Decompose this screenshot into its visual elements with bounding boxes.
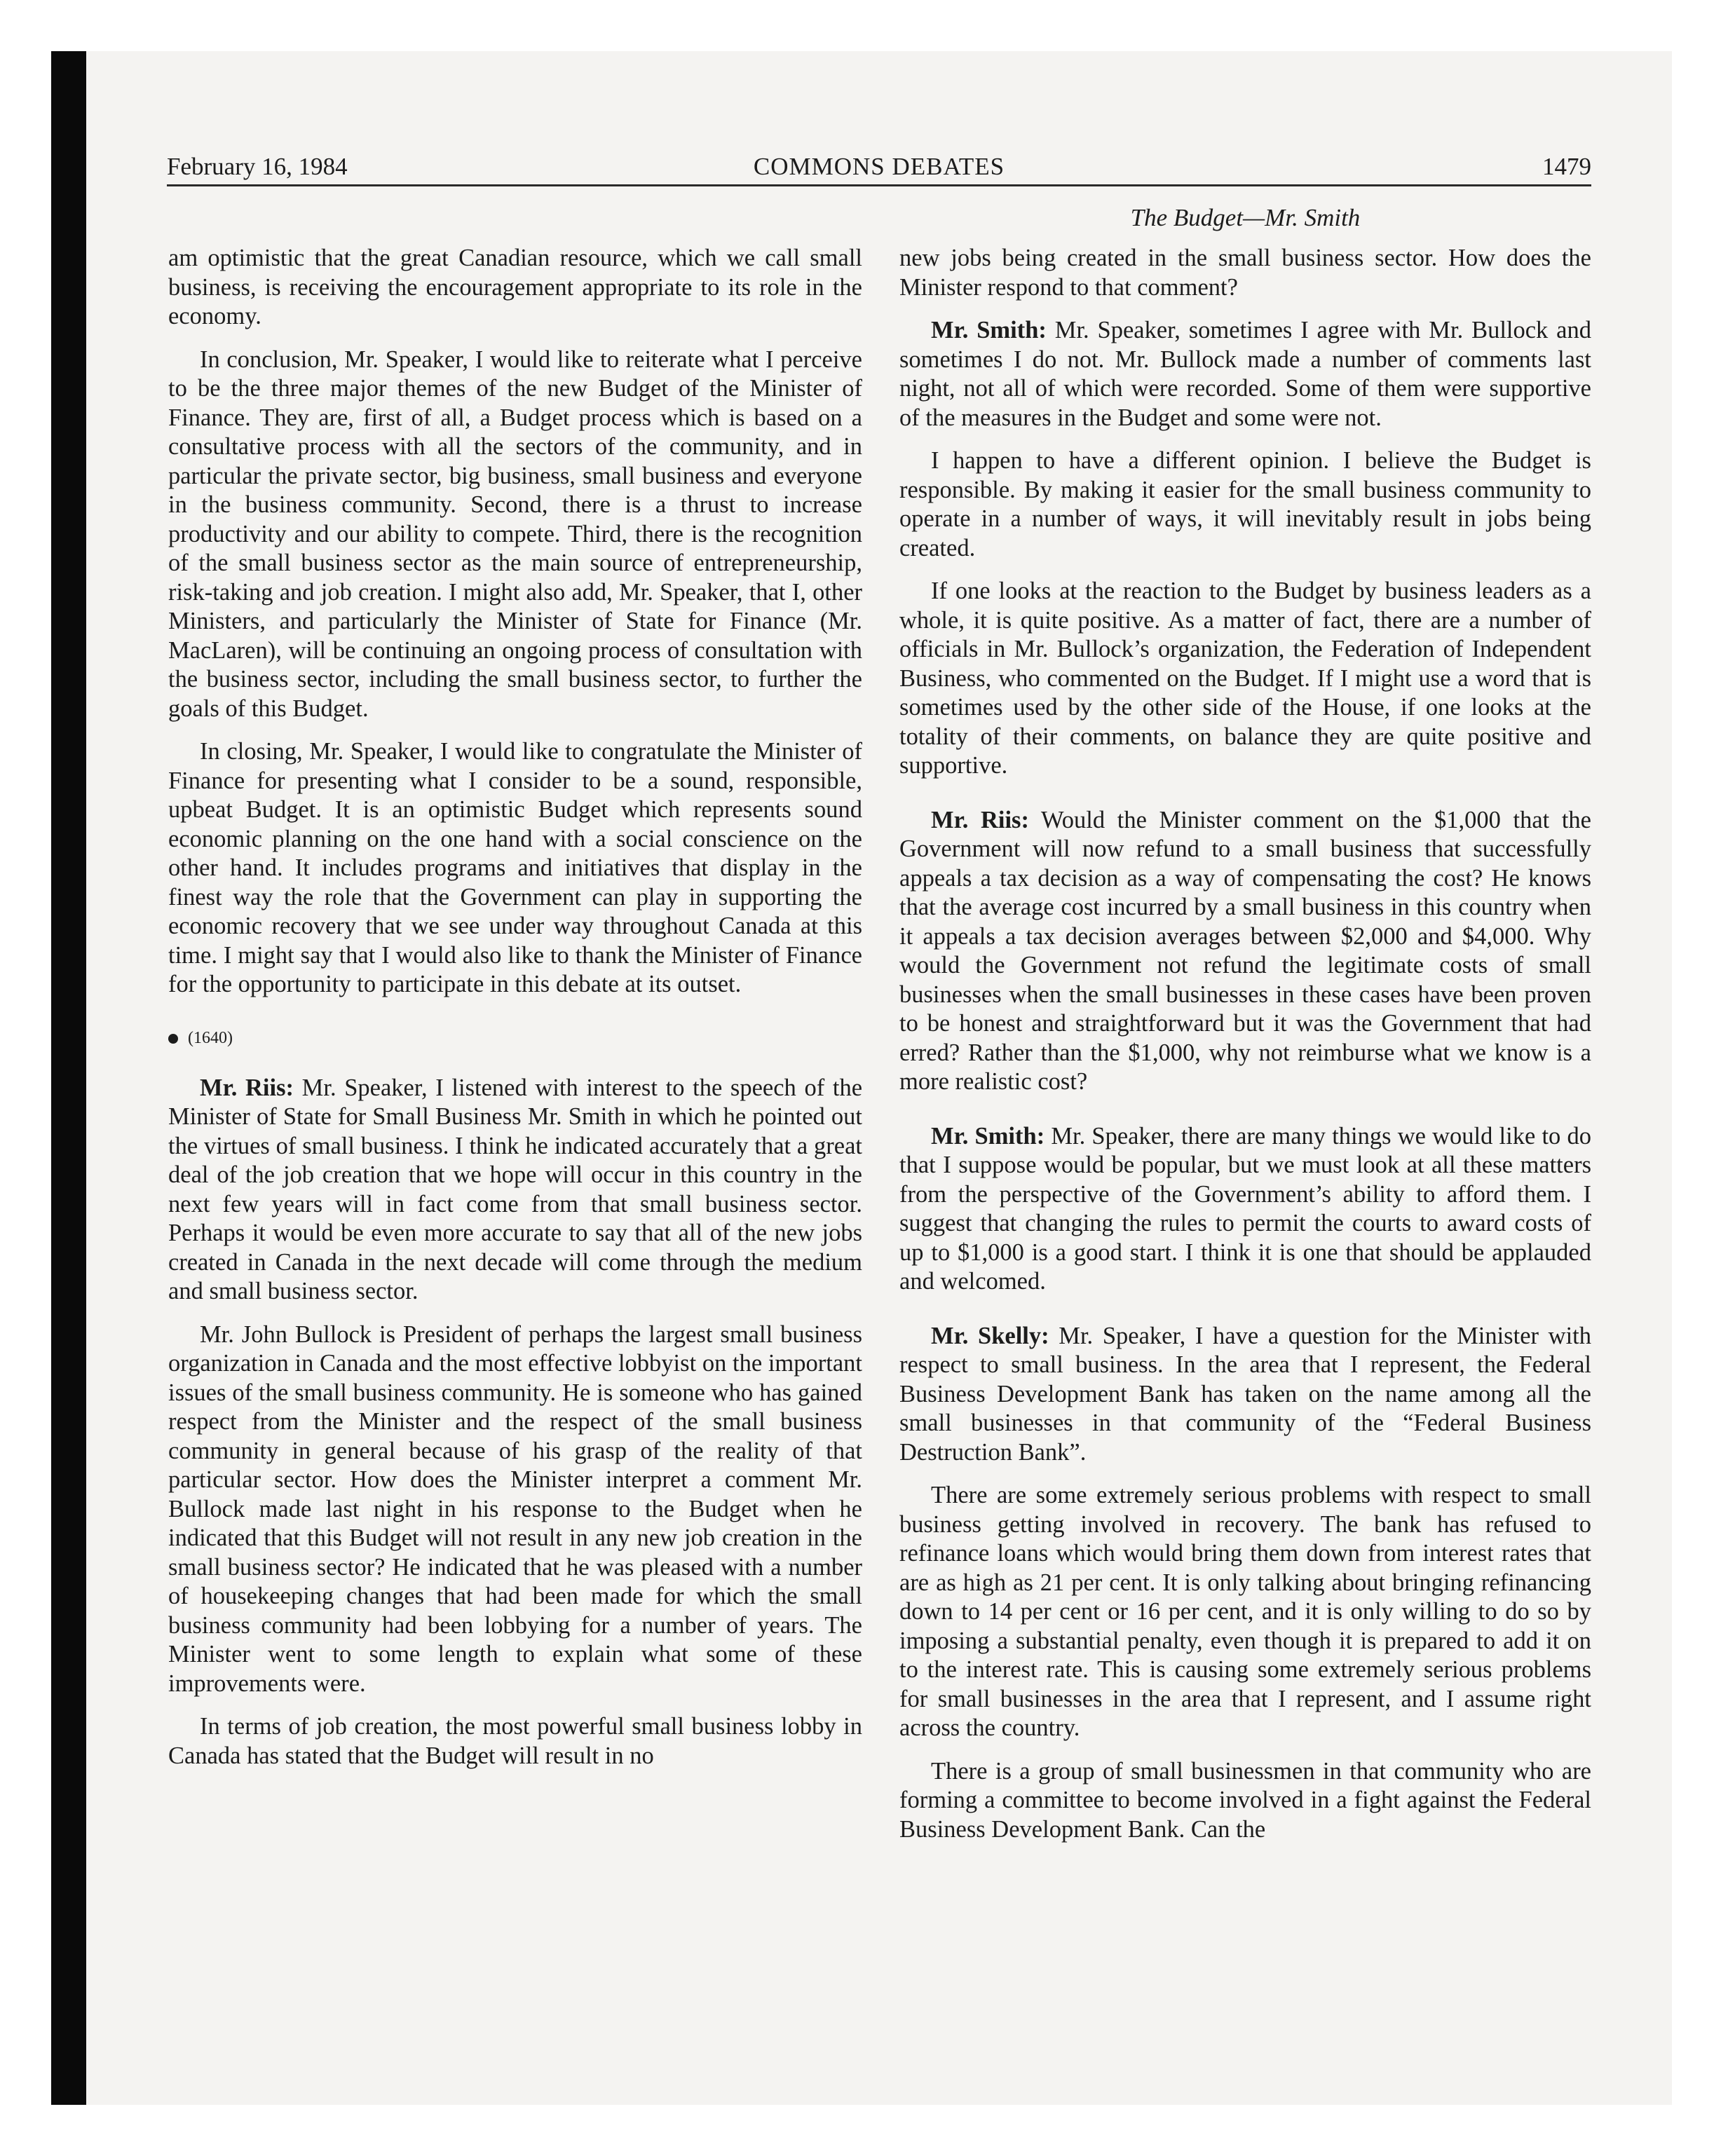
speech-text: Would the Minister comment on the $1,000 that the Government will now refund to a small business that successfully appeals a tax decision as a way of compensating the cost? He knows that the average cost incurred by a small business in this country when it appeals a tax decision averages between $2,000 and $4,000. Why would the Government not refund the legitimate costs of small businesses when the small businesses in these cases have been proven to be honest and straightforward but it was the Government that had erred? Rather than the $1,000, why not reimburse what we know is a more realistic cost? <box>899 806 1591 1095</box>
paragraph: In closing, Mr. Speaker, I would like to congratulate the Minister of Finance for presenting what I consider to be a sound, responsible, upbeat Budget. It is an optimistic Budget which represents sound economic planning on the one hand with a social conscience on the other hand. It includes programs and initiatives that display in the finest way the role that the Government can play in supporting the economic recovery that we see under way throughout Canada at this time. I might say that I would also like to thank the Minister of Finance for the opportunity to participate in this debate at its outset. <box>168 738 862 997</box>
speaker-name: Mr. Smith: <box>931 317 1047 343</box>
speech-paragraph <box>899 1122 1591 1297</box>
paragraph: In conclusion, Mr. Speaker, I would like to reiterate what I perceive to be the three major themes of the new Budget of the Minister of Finance. They are, first of all, a Budget process which is based on a consultative process with all the sectors of the community, and in particular the private sector, big business, small business and everyone in the business community. Second, there is a thrust to increase productivity and our ability to compete. Third, there is the recognition of the small business sector as the main source of entrepreneurship, risk-taking and job creation. I might also add, Mr. Speaker, that I, other Ministers, and particularly the Minister of State for Finance (Mr. MacLaren), will be continuing an ongoing process of consultation with the business sector, including the small business sector, to further the goals of this Budget. <box>168 346 862 722</box>
paragraph: If one looks at the reaction to the Budget by business leaders as a whole, it is quite positive. As a matter of fact, there are a number of officials in Mr. Bullock’s organization, the Federation of Independent Business, who commented on the Budget. If I might use a word that is sometimes used by the other side of the House, if one looks at the totality of their comments, on balance they are quite positive and supportive. <box>899 578 1591 779</box>
paragraph: am optimistic that the great Canadian resource, which we call small business, is receiving the encouragement appropriate to its role in the economy. <box>168 245 862 329</box>
speech-text: Mr. Speaker, there are many things we would like to do that I suppose would be popular, but we must look at all these matters from the perspective of the Government’s ability to afford them. I suggest that changing the rules to permit the courts to award costs of up to $1,000 is a good start. I think it is one that should be applauded and welcomed. <box>899 1122 1591 1295</box>
header-date: February 16, 1984 <box>167 153 348 180</box>
speaker-name: Mr. Riis: <box>200 1074 294 1101</box>
speech-paragraph <box>899 1322 1591 1468</box>
speech-paragraph <box>899 316 1591 432</box>
timestamp: (1640) <box>188 1028 233 1047</box>
speech-text: Mr. Speaker, I have a question for the Minister with respect to small business. In the area that I represent, the Federal Business Development Bank has taken on the name among all the small businesses in that community of the “Federal Business Destruction Bank”. <box>899 1322 1591 1466</box>
paragraph: Mr. John Bullock is President of perhaps the largest small business organization in Canada and the most effective lobbyist on the important issues of the small business community. He is someone who has gained respect from the Minister and the respect of the small business community in general because of his grasp of the reality of that particular sector. How does the Minister interpret a comment Mr. Bullock made last night in his response to the Budget when he indicated that this Budget will not result in any new job creation in the small business sector? He indicated that he was pleased with a number of housekeeping changes that had been made for which the small business community had been lobbying for a number of years. The Minister went to some length to explain what some of these improvements were. <box>168 1321 862 1697</box>
binding-edge <box>51 51 86 2105</box>
right-column <box>899 244 1591 1858</box>
speaker-name: Mr. Riis: <box>931 806 1029 833</box>
bullet-icon <box>168 1034 178 1044</box>
speaker-name: Mr. Skelly: <box>931 1322 1049 1349</box>
page-header <box>167 149 1591 184</box>
running-title: The Budget—Mr. Smith <box>1130 204 1361 231</box>
paragraph: In terms of job creation, the most powerful small business lobby in Canada has stated that the Budget will result in no <box>168 1713 862 1769</box>
speech-text: Mr. Speaker, sometimes I agree with Mr. Bullock and sometimes I do not. Mr. Bullock made a number of comments last night, not all of which were recorded. Some of them were supportive of the measures in the Budget and some were not. <box>899 317 1591 431</box>
speaker-name: Mr. Smith: <box>931 1122 1045 1149</box>
speech-paragraph <box>168 1074 862 1306</box>
page-number: 1479 <box>1542 153 1591 180</box>
left-column <box>168 244 862 1785</box>
paragraph: I happen to have a different opinion. I believe the Budget is responsible. By making it easier for the small business community to operate in a number of ways, it will inevitably result in jobs being created. <box>899 447 1591 561</box>
speech-paragraph <box>899 806 1591 1097</box>
paragraph: There are some extremely serious problems with respect to small business getting involved in recovery. The bank has refused to refinance loans which would bring them down from interest rates that are as high as 21 per cent. It is only talking about bringing refinancing down to 14 per cent or 16 per cent, and it is only willing to do so by imposing a substantial penalty, even though it is prepared to add it on to the interest rate. This is causing some extremely serious problems for small businesses in the area that I represent, and I assume right across the country. <box>899 1482 1591 1741</box>
paragraph: new jobs being created in the small business sector. How does the Minister respond to that comment? <box>899 245 1591 301</box>
time-marker <box>168 1028 862 1049</box>
speech-text: Mr. Speaker, I listened with interest to the speech of the Minister of State for Small Business Mr. Smith in which he pointed out the virtues of small business. I think he indicated accurately that a great deal of the job creation that we hope will occur in this country in the next few years will in fact come from that small business sector. Perhaps it would be even more accurate to say that all of the new jobs created in Canada in the next decade will come through the medium and small business sector. <box>168 1074 863 1304</box>
paragraph: There is a group of small businessmen in that community who are forming a committee to become involved in a fight against the Federal Business Development Bank. Can the <box>899 1757 1591 1843</box>
header-rule <box>167 184 1591 186</box>
publication-title: COMMONS DEBATES <box>753 153 1005 180</box>
